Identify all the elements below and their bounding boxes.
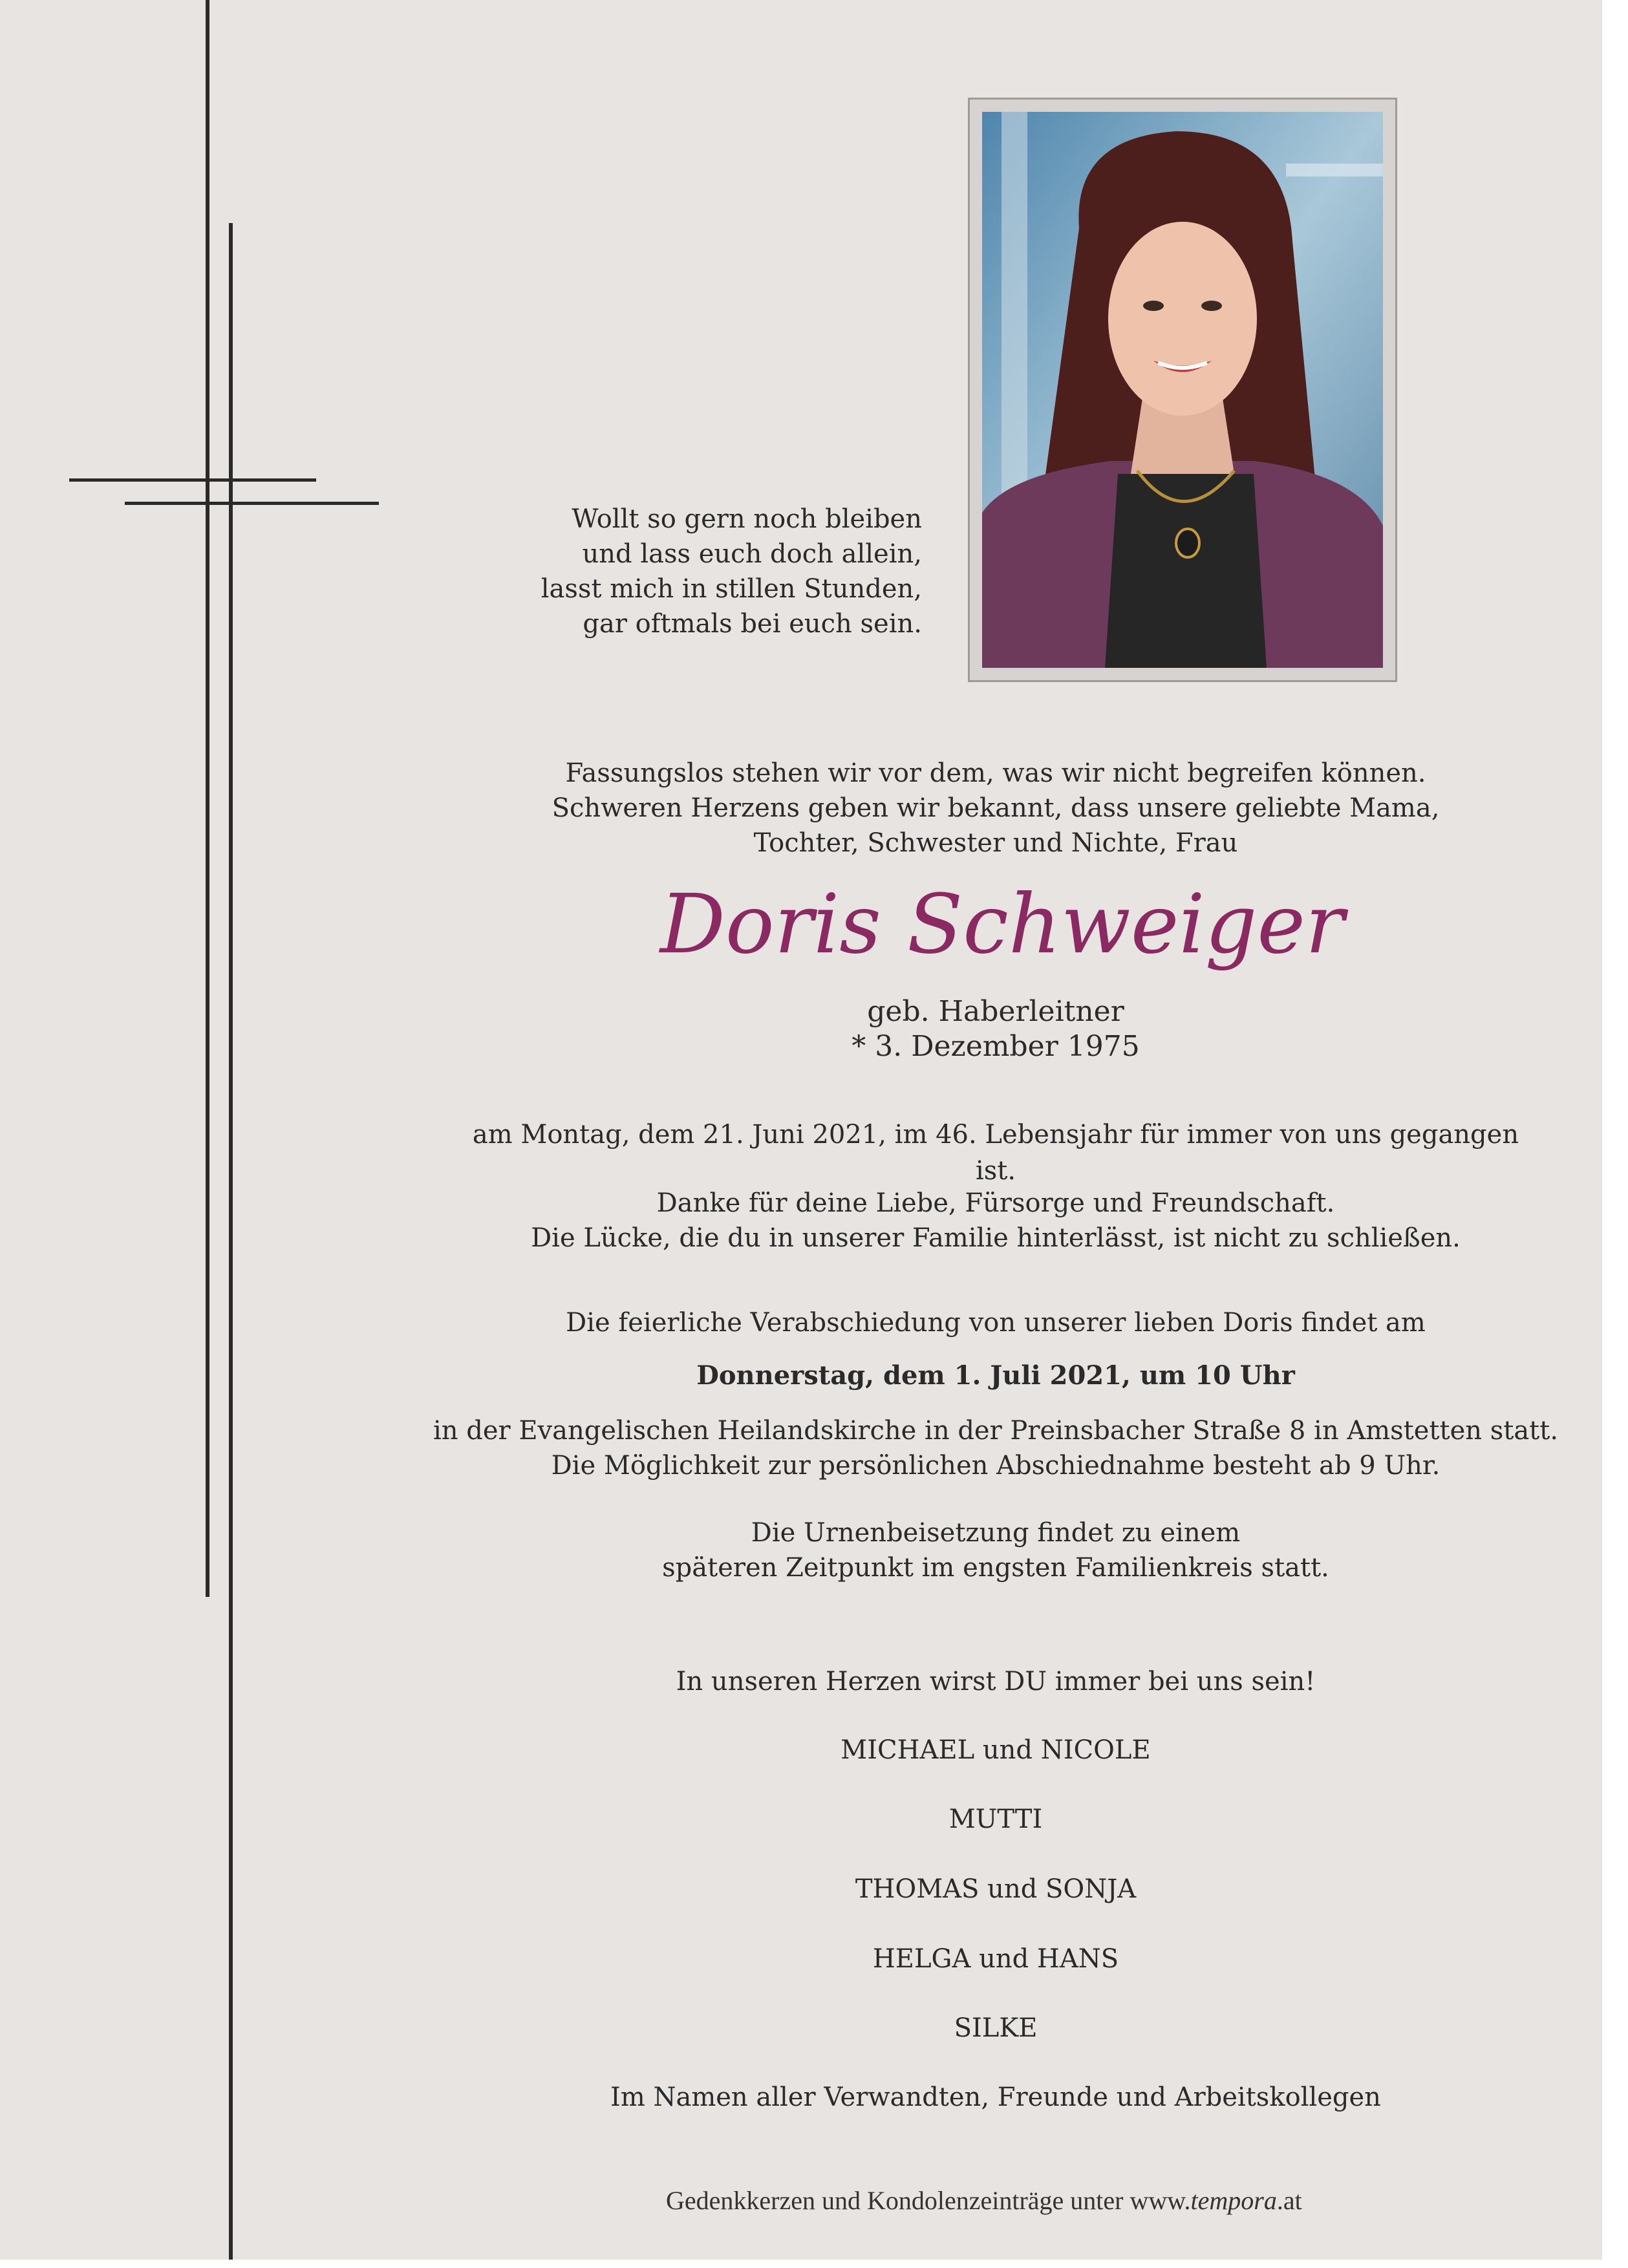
farewell-location-line: Die Möglichkeit zur persönlichen Abschiednahme besteht ab 9 Uhr.: [551, 1451, 1441, 1481]
deceased-name: Doris Schweiger: [659, 877, 1345, 972]
poem-line: und lass euch doch allein,: [582, 539, 922, 569]
birth-info: [672, 994, 1319, 1064]
farewell-date: Donnerstag, dem 1. Juli 2021, um 10 Uhr: [696, 1360, 1295, 1391]
urn-burial: [453, 1515, 1539, 1585]
thanks-line: Danke für deine Liebe, Fürsorge und Freundschaft.: [656, 1188, 1335, 1218]
footer-suffix: .at: [1276, 2186, 1302, 2215]
poem-line: lasst mich in stillen Stunden,: [541, 574, 922, 604]
poem-line: gar oftmals bei euch sein.: [583, 609, 922, 639]
death-line: am Montag, dem 21. Juni 2021, im 46. Lebensjahr für immer von uns gegangen ist.: [472, 1120, 1519, 1186]
footer-brand: tempora: [1190, 2186, 1277, 2215]
maiden-name: geb. Haberleitner: [867, 995, 1124, 1028]
intro-line: Fassungslos stehen wir vor dem, was wir nicht begreifen können.: [565, 758, 1426, 788]
poem: [453, 502, 922, 641]
mourner: MUTTI: [948, 1804, 1043, 1834]
footer: [666, 2185, 1312, 2216]
thanks: [453, 1186, 1539, 1256]
thanks-line: Die Lücke, die du in unserer Familie hinterlässt, ist nicht zu schließen.: [531, 1223, 1461, 1253]
poem-line: Wollt so gern noch bleiben: [572, 504, 922, 534]
cross-vertical-right: [229, 223, 233, 2260]
closing-line: Im Namen aller Verwandten, Freunde und Arbeitskollegen: [610, 2082, 1381, 2112]
intro-line: Tochter, Schwester und Nichte, Frau: [753, 828, 1238, 858]
portrait-illustration: [982, 112, 1383, 668]
farewell-location: [427, 1413, 1565, 1483]
urn-line: Die Urnenbeisetzung findet zu einem: [751, 1518, 1241, 1548]
intro: [453, 756, 1539, 861]
farewell-location-line: in der Evangelischen Heilandskirche in der Preinsbacher Straße 8 in Amstetten statt.: [433, 1416, 1559, 1446]
birth-date: * 3. Dezember 1975: [851, 1030, 1140, 1063]
urn-line: späteren Zeitpunkt im engsten Familienkreis statt.: [662, 1553, 1329, 1583]
cross-horizontal-left: [125, 502, 379, 505]
mourner: THOMAS und SONJA: [855, 1874, 1137, 1904]
intro-line: Schweren Herzens geben wir bekannt, dass unsere geliebte Mama,: [552, 793, 1440, 823]
hearts-line: In unseren Herzen wirst DU immer bei uns sein!: [676, 1667, 1316, 1696]
mourner: MICHAEL und NICOLE: [841, 1735, 1151, 1765]
cross-vertical-left: [206, 0, 209, 1597]
portrait-frame: [968, 98, 1397, 682]
mourner: SILKE: [954, 2013, 1038, 2043]
cross-horizontal-right: [69, 478, 316, 482]
mourner: HELGA und HANS: [872, 1944, 1119, 1974]
portrait-photo: [982, 112, 1383, 668]
farewell-intro: Die feierliche Verabschiedung von unserer lieben Doris findet am: [566, 1308, 1426, 1338]
footer-text: Gedenkkerzen und Kondolenzeinträge unter www.: [666, 2186, 1191, 2215]
